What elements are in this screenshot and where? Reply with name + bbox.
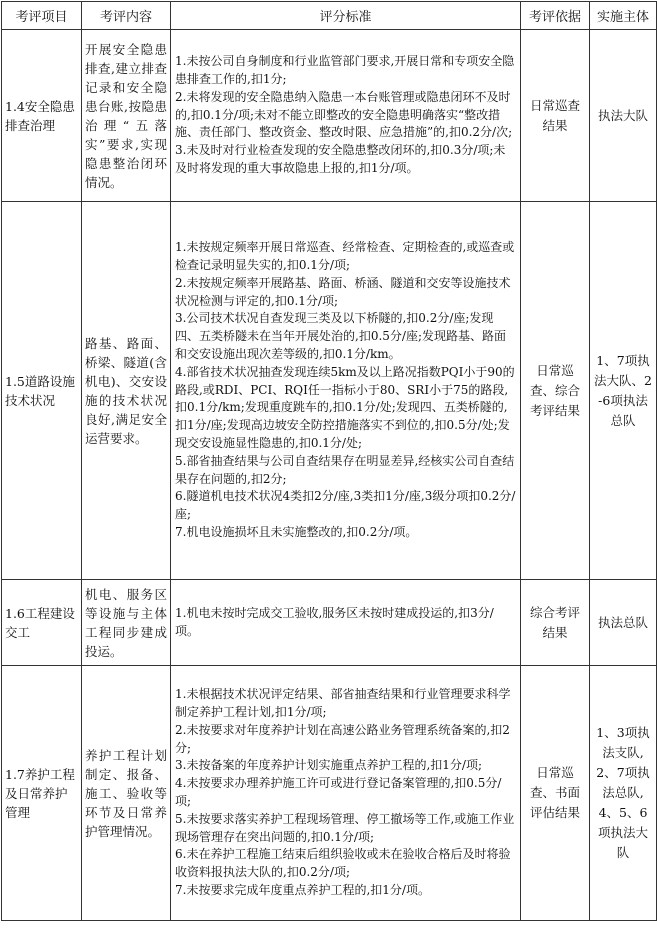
row-content: 养护工程计划制定、报备、施工、验收等环节及日常养护管理情况。 [82, 666, 171, 921]
header-subject: 实施主体 [590, 2, 657, 30]
row-criteria [171, 202, 521, 580]
criteria-line: 1.机电未按时完成交工验收,服务区未按时建成投运的,扣3分/项。 [175, 605, 494, 638]
row-item: 1.6工程建设交工 [2, 580, 82, 666]
row-item: 1.7养护工程及日常养护管理 [2, 666, 82, 921]
header-basis: 考评依据 [521, 2, 590, 30]
criteria-line: 3.未及时对行业检查发现的安全隐患整改闭环的,扣0.3分/项;未及时将发现的重大事故隐患上报的,扣1分/项。 [175, 143, 506, 175]
header-criteria: 评分标准 [171, 2, 521, 30]
criteria-line: 2.未按要求对年度养护计划在高速公路业务管理系统备案的,扣2分; [175, 722, 510, 755]
evaluation-table [1, 1, 657, 921]
row-subject: 执法总队 [590, 580, 657, 666]
table-row [2, 666, 657, 921]
header-row [2, 2, 657, 30]
criteria-line: 3.公司技术状况自查发现三类及以下桥隧的,扣0.2分/座;发现四、五类桥隧未在当年开展处治的,扣0.5分/座;发现路基、路面和交安设施出现次差等级的,扣0.1分/km。 [175, 311, 506, 361]
row-criteria [171, 666, 521, 921]
criteria-line: 2.未将发现的安全隐患纳入隐患一本台账管理或隐患闭环不及时的,扣0.1分/项;未对不能立即整改的安全隐患明确落实“整改措施、责任部门、整改资金、整改时限、应急措施”的,扣0.2分/次; [175, 89, 513, 140]
row-basis: 日常巡查、综合考评结果 [521, 202, 590, 580]
criteria-line: 6.未在养护工程施工结束后组织验收或未在验收合格后及时将验收资料报执法大队的,扣0.2分/项; [175, 847, 511, 880]
row-item: 1.4安全隐患排查治理 [2, 30, 82, 202]
criteria-line: 1.未根据技术状况评定结果、部省抽查结果和行业管理要求科学制定养护工程计划,扣1分/项; [175, 687, 511, 720]
table-row [2, 202, 657, 580]
table-row [2, 30, 657, 202]
row-item: 1.5道路设施技术状况 [2, 202, 82, 580]
row-subject: 1、3项执法支队,2、7项执法总队,4、5、6项执法大队 [590, 666, 657, 921]
criteria-line: 1.未按公司自身制度和行业监管部门要求,开展日常和专项安全隐患排查工作的,扣1分; [175, 54, 515, 86]
criteria-line: 5.未按要求落实养护工程现场管理、停工撤场等工作,或施工作业现场管理存在突出问题的,扣0.1分/项; [175, 811, 515, 844]
row-basis: 综合考评结果 [521, 580, 590, 666]
row-content: 路基、路面、桥梁、隧道(含机电)、交安设施的技术状况良好,满足安全运营要求。 [82, 202, 171, 580]
row-subject: 1、7项执法大队、2-6项执法总队 [590, 202, 657, 580]
row-criteria [171, 580, 521, 666]
criteria-line: 7.机电设施损坏且未实施整改的,扣0.2分/项。 [175, 524, 418, 539]
row-content: 开展安全隐患排查,建立排查记录和安全隐患台账,按隐患治理“五落实”要求,实现隐患整治闭环情况。 [82, 30, 171, 202]
row-criteria [171, 30, 521, 202]
criteria-line: 4.未按要求办理养护施工许可或进行登记备案管理的,扣0.5分/项; [175, 776, 502, 808]
row-content: 机电、服务区等设施与主体工程同步建成投运。 [82, 580, 171, 666]
header-item: 考评项目 [2, 2, 82, 30]
criteria-line: 6.隧道机电技术状况4类扣2分/座,3类扣1分/座,3级分项扣0.2分/座; [175, 489, 516, 522]
row-basis: 日常巡查结果 [521, 30, 590, 202]
row-subject: 执法大队 [590, 30, 657, 202]
criteria-line: 2.未按规定频率开展路基、路面、桥涵、隧道和交安等设施技术状况检测与评定的,扣0.1分/项; [175, 275, 511, 308]
row-basis: 日常巡查、书面评估结果 [521, 666, 590, 921]
table-row [2, 580, 657, 666]
criteria-line: 3.未按备案的年度养护计划实施重点养护工程的,扣1分/项; [175, 758, 482, 773]
criteria-line: 1.未按规定频率开展日常巡查、经常检查、定期检查的,或巡查或检查记录明显失实的,扣0.1分/项; [175, 240, 515, 273]
criteria-line: 7.未按要求完成年度重点养护工程的,扣1分/项。 [175, 882, 430, 897]
criteria-line: 5.部省抽查结果与公司自查结果存在明显差异,经核实公司自查结果存在问题的,扣2分; [175, 453, 515, 486]
header-content: 考评内容 [82, 2, 171, 30]
criteria-line: 4.部省技术状况抽查发现连续5km及以上路况指数PQI小于90的路段,或RDI、PCI、RQI任一指标小于80、SRI小于75的路段,扣0.1分/km;发现重度跳车的,扣0.1分/处;发现四、五类桥隧的,扣1分/座;发现高边坡安全防控措施落实不到位的,扣0.5分/处;发现交安设施显性隐患的,扣0.1分/处; [175, 364, 515, 450]
